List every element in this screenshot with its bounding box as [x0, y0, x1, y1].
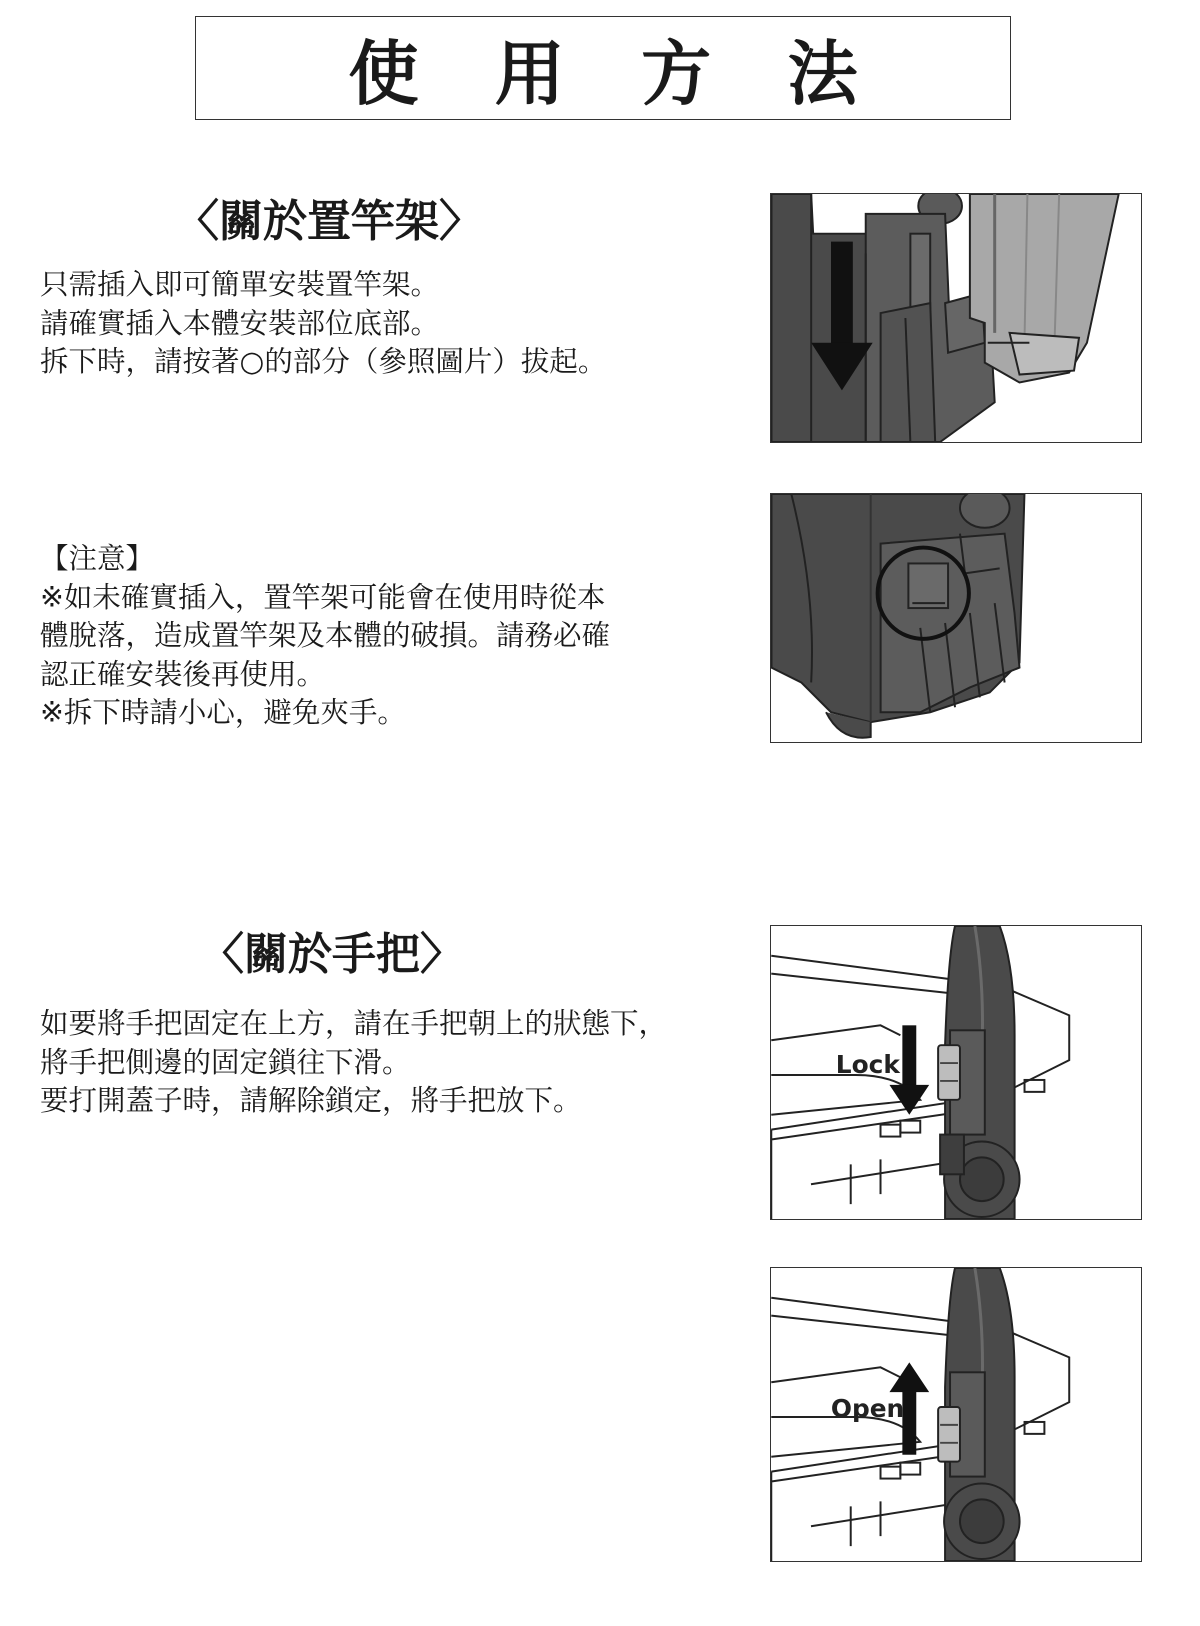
rod-holder-caution	[40, 540, 610, 733]
rod-holder-line: 只需插入即可簡單安裝置竿架。	[40, 268, 440, 301]
handle-line: 要打開蓋子時，請解除鎖定，將手把放下。	[40, 1084, 582, 1117]
caution-line: ※拆下時請小心，避免夾手。	[40, 696, 406, 729]
handle-line: 將手把側邊的固定鎖往下滑。	[40, 1045, 411, 1079]
handle-instructions	[40, 1005, 667, 1121]
rod-holder-instructions	[40, 266, 606, 382]
rod-holder-line: 拆下時，請按著○的部分（參照圖片）拔起。	[40, 345, 607, 378]
rod-holder-insert-image	[771, 194, 1141, 442]
caution-line: ※如未確實插入，置竿架可能會在使用時從本	[40, 580, 606, 614]
rod-holder-release-illustration	[770, 493, 1142, 743]
page-title: 使 用 方 法	[348, 32, 884, 115]
lock-label: Lock	[835, 1049, 900, 1079]
handle-open-image	[771, 1268, 1141, 1561]
caution-line: 【注意】	[40, 542, 155, 575]
page-title-box	[195, 16, 1011, 120]
rod-holder-release-image	[771, 494, 1141, 742]
open-label: Open	[830, 1393, 905, 1423]
rod-holder-insert-illustration	[770, 193, 1142, 443]
rod-holder-heading: 〈關於置竿架〉	[175, 196, 483, 247]
caution-line: 認正確安裝後再使用。	[40, 657, 326, 691]
handle-heading: 〈關於手把〉	[200, 929, 464, 980]
handle-open-illustration	[770, 1267, 1142, 1562]
handle-lock-image	[771, 926, 1141, 1219]
caution-line: 體脫落，造成置竿架及本體的破損。請務必確	[40, 619, 611, 652]
handle-line: 如要將手把固定在上方，請在手把朝上的狀態下，	[40, 1007, 668, 1040]
handle-lock-illustration	[770, 925, 1142, 1220]
rod-holder-line: 請確實插入本體安裝部位底部。	[40, 306, 440, 340]
